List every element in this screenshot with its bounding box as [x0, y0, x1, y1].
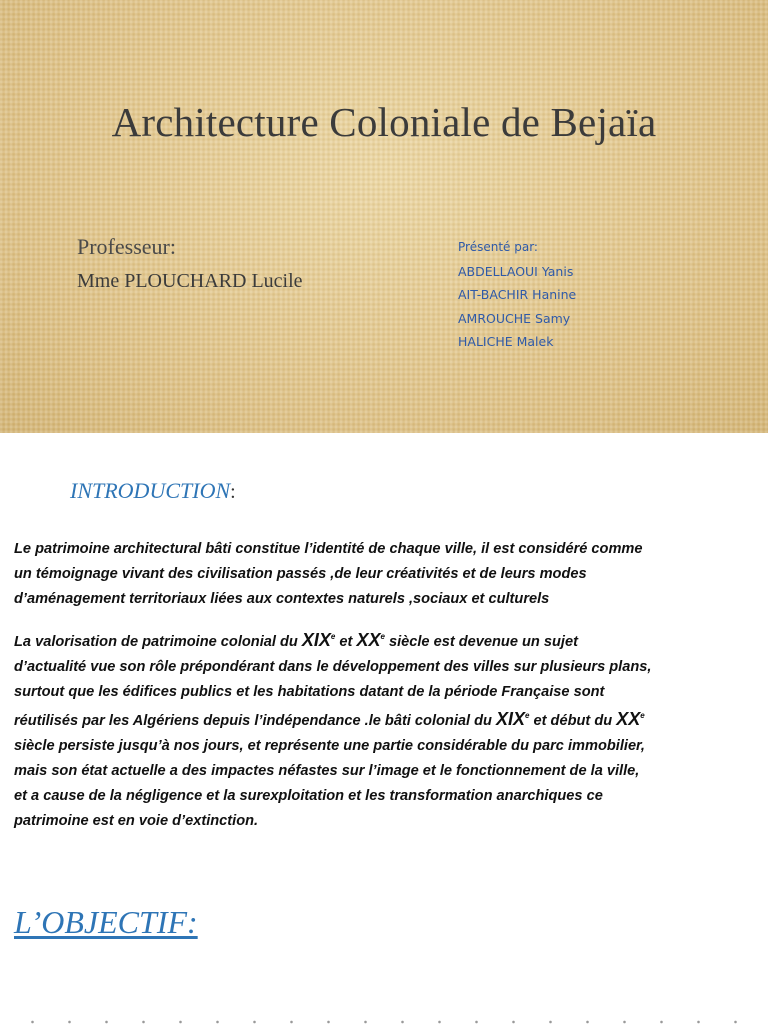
student-name: AMROUCHE Samy	[458, 310, 571, 326]
presented-by-label: Présenté par:	[458, 240, 538, 254]
intro-paragraph-1	[14, 537, 754, 611]
presenters-list	[458, 236, 576, 354]
intro-paragraph-2	[14, 625, 754, 833]
text-run: La valorisation de patrimoine colonial du	[14, 634, 302, 650]
student-name: AIT-BACHIR Hanine	[458, 287, 577, 303]
student-name: ABDELLAOUI Yanis	[458, 263, 574, 279]
professor-label: Professeur:	[77, 234, 176, 259]
student-name: HALICHE Malek	[458, 334, 554, 350]
century-xx: XX	[616, 709, 641, 730]
superscript-e: e	[380, 632, 385, 641]
objective-heading: L’OBJECTIF:	[14, 904, 198, 940]
paragraph-line: surtout que les édifices publics et les habitations datant de la période Française sont	[14, 683, 605, 700]
introduction-heading	[70, 478, 236, 504]
superscript-e: e	[525, 711, 530, 721]
paragraph-line: et a cause de la négligence et la surexploitation et les transformation anarchiques ce	[14, 787, 603, 804]
text-run: réutilisés par les Algériens depuis l’indépendance .le bâti colonial du	[14, 713, 496, 730]
superscript-e: e	[330, 632, 336, 641]
text-run: et début du	[529, 713, 617, 730]
paragraph-line: d’aménagement territoriaux liées aux contextes naturels ,sociaux et culturels	[14, 590, 550, 607]
paragraph-line: d’actualité vue son rôle prépondérant dans le développement des villes sur plusieurs plans,	[14, 658, 652, 675]
century-xix: XIX	[301, 630, 331, 650]
cover-banner	[0, 0, 768, 433]
cut-off-text-row	[14, 1019, 754, 1025]
paragraph-line: un témoignage vivant des civilisation passés ,de leur créativités et de leurs modes	[14, 565, 587, 582]
professor-name: Mme PLOUCHARD Lucile	[77, 270, 303, 292]
introduction-heading-text: INTRODUCTION	[70, 478, 231, 503]
paragraph-line	[14, 704, 754, 734]
paragraph-line: patrimoine est en voie d’extinction.	[14, 812, 259, 829]
century-xix: XIX	[496, 709, 526, 730]
century-xx: XX	[356, 630, 381, 650]
paragraph-line: mais son état actuelle a des impactes néfastes sur l’image et le fonctionnement de la ville,	[14, 762, 640, 779]
text-run: siècle est devenue un sujet	[384, 634, 578, 650]
paragraph-line	[14, 625, 754, 655]
page-title: Architecture Coloniale de Bejaïa	[111, 99, 657, 145]
paragraph-line: siècle persiste jusqu’à nos jours, et représente une partie considérable du parc immobilier,	[14, 738, 645, 755]
heading-colon: :	[230, 481, 236, 503]
superscript-e: e	[640, 711, 645, 721]
text-run: et	[335, 634, 357, 650]
paragraph-line: Le patrimoine architectural bâti constitue l’identité de chaque ville, il est considéré comme	[14, 541, 643, 557]
